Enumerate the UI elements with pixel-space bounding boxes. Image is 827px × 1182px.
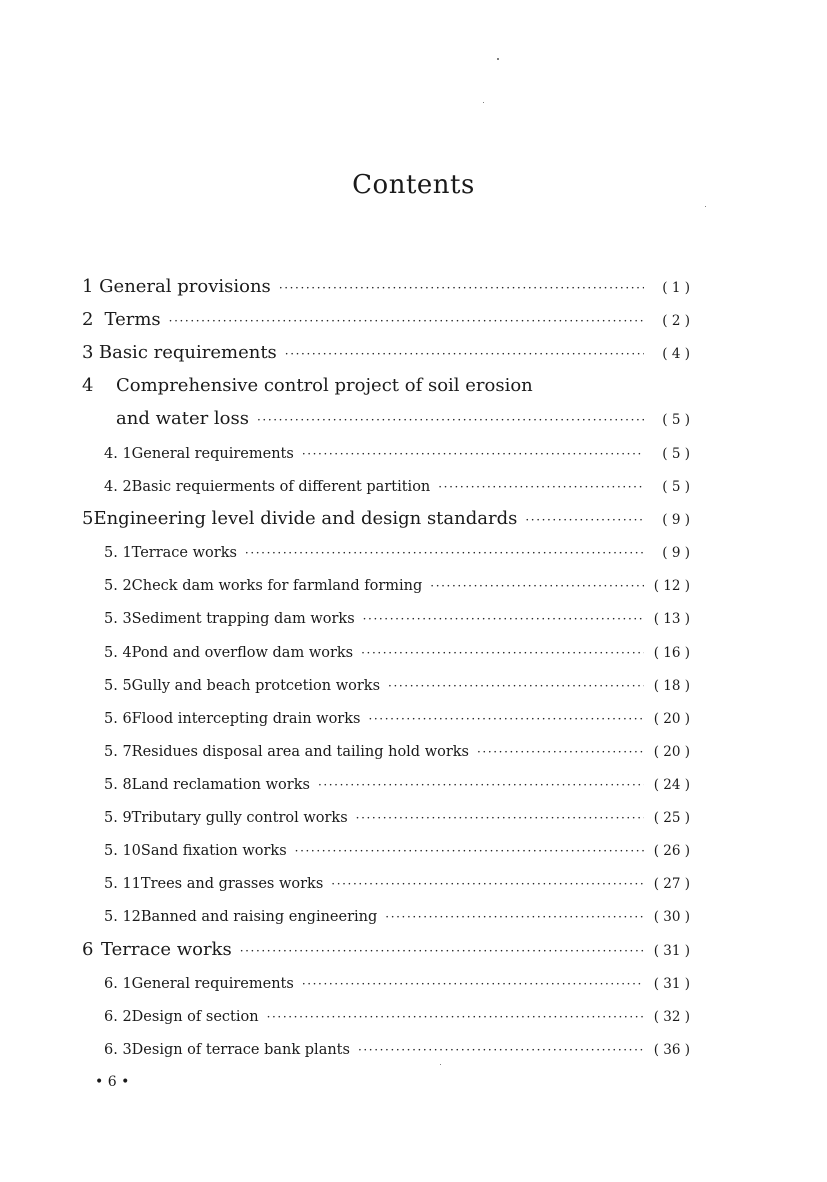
toc-page: ( 12 )	[653, 578, 690, 594]
toc-entry[interactable]	[82, 342, 690, 363]
toc-page: ( 20 )	[653, 711, 690, 727]
toc-page: ( 18 )	[653, 678, 690, 694]
scan-speck	[440, 1064, 441, 1065]
toc-subentry[interactable]	[104, 1009, 690, 1025]
scan-speck	[705, 206, 706, 207]
toc-number: 6	[82, 939, 94, 960]
dot-leader	[169, 314, 644, 328]
toc-title: Terms	[104, 309, 161, 330]
dot-leader	[279, 281, 644, 295]
toc-subentry[interactable]	[104, 446, 690, 462]
toc-subentry[interactable]	[104, 645, 690, 661]
toc-page: ( 24 )	[653, 777, 690, 793]
dot-leader	[361, 646, 644, 660]
toc-number: 5. 4	[104, 645, 132, 661]
toc-page: ( 36 )	[653, 1042, 690, 1058]
toc-title: Residues disposal area and tailing hold works	[131, 744, 470, 760]
toc-subentry[interactable]	[104, 843, 690, 859]
toc-entry[interactable]	[82, 309, 690, 330]
toc-number: 5. 7	[104, 744, 132, 760]
toc-number: 3	[82, 342, 94, 363]
dot-leader	[285, 347, 644, 361]
toc-subentry[interactable]	[104, 744, 690, 760]
dot-leader	[302, 977, 644, 991]
toc-subentry[interactable]	[104, 611, 690, 627]
toc-entry[interactable]	[82, 276, 690, 297]
toc-title: Terrace works	[101, 939, 232, 960]
dot-leader	[358, 1043, 644, 1057]
toc-page: ( 4 )	[662, 346, 690, 362]
toc-number: 5. 9	[104, 810, 132, 826]
toc-number: 5. 8	[104, 777, 132, 793]
dot-leader	[331, 877, 644, 891]
toc-title: General provisions	[99, 276, 271, 297]
dot-leader	[318, 778, 644, 792]
toc-title: Sediment trapping dam works	[131, 611, 355, 627]
dot-leader	[245, 546, 644, 560]
toc-number: 4. 1	[104, 446, 132, 462]
toc-title: Basic requierments of different partition	[131, 479, 431, 495]
dot-leader	[356, 811, 644, 825]
toc-page: ( 2 )	[662, 313, 690, 329]
toc-page: ( 5 )	[662, 446, 690, 462]
toc-page: ( 31 )	[653, 976, 690, 992]
toc-title: Engineering level divide and design standards	[93, 508, 518, 529]
scan-speck	[497, 58, 499, 60]
toc-page: ( 1 )	[662, 280, 690, 296]
toc-subentry[interactable]	[104, 909, 690, 925]
toc-title: Banned and raising engineering	[140, 909, 378, 925]
toc-number: 5	[82, 508, 94, 529]
toc-page: ( 9 )	[662, 545, 690, 561]
toc-number: 5. 5	[104, 678, 132, 694]
toc-page: ( 26 )	[653, 843, 690, 859]
toc-subentry[interactable]	[104, 976, 690, 992]
dot-leader	[477, 745, 644, 759]
dot-leader	[267, 1010, 644, 1024]
toc-title: Terrace works	[131, 545, 237, 561]
dot-leader	[525, 513, 644, 527]
toc-subentry[interactable]	[104, 479, 690, 495]
dot-leader	[385, 910, 644, 924]
toc-number: 5. 1	[104, 545, 132, 561]
toc-page: ( 32 )	[653, 1009, 690, 1025]
toc-number: 4	[82, 375, 94, 396]
toc-title-continued: and water loss	[116, 408, 249, 429]
toc-title: General requirements	[131, 446, 294, 462]
toc-number: 6. 1	[104, 976, 132, 992]
toc-number: 5. 6	[104, 711, 132, 727]
dot-leader	[240, 944, 644, 958]
dot-leader	[257, 413, 644, 427]
toc-title: Comprehensive control project of soil erosion	[116, 375, 533, 396]
page-number: • 6 •	[95, 1074, 130, 1090]
toc-subentry[interactable]	[104, 810, 690, 826]
toc-entry[interactable]	[82, 508, 690, 529]
dot-leader	[438, 480, 644, 494]
toc-number: 1	[82, 276, 94, 297]
toc-page: ( 9 )	[662, 512, 690, 528]
toc-title: Design of section	[131, 1009, 259, 1025]
toc-subentry[interactable]	[104, 711, 690, 727]
toc-number: 5. 11	[104, 876, 141, 892]
toc-subentry[interactable]	[104, 777, 690, 793]
toc-subentry[interactable]	[104, 1042, 690, 1058]
dot-leader	[363, 612, 644, 626]
dot-leader	[430, 579, 644, 593]
toc-title: Land reclamation works	[131, 777, 310, 793]
toc-entry-line-1[interactable]	[82, 375, 690, 396]
toc-title: Tributary gully control works	[131, 810, 348, 826]
toc-number: 6. 3	[104, 1042, 132, 1058]
toc-number: 2	[82, 309, 94, 330]
toc-title: Design of terrace bank plants	[131, 1042, 350, 1058]
toc-title: Flood intercepting drain works	[131, 711, 361, 727]
toc-title: Pond and overflow dam works	[131, 645, 354, 661]
toc-number: 5. 3	[104, 611, 132, 627]
toc-title: General requirements	[131, 976, 294, 992]
toc-page: ( 5 )	[662, 412, 690, 428]
dot-leader	[302, 447, 644, 461]
toc-page: ( 25 )	[653, 810, 690, 826]
scan-speck	[483, 102, 484, 103]
toc-subentry[interactable]	[104, 876, 690, 892]
toc-title: Check dam works for farmland forming	[131, 578, 423, 594]
toc-title: Trees and grasses works	[140, 876, 324, 892]
toc-page: ( 16 )	[653, 645, 690, 661]
toc-entry-line-2[interactable]	[116, 408, 690, 429]
toc-page: ( 13 )	[653, 611, 690, 627]
toc-subentry[interactable]	[104, 578, 690, 594]
page-title: Contents	[352, 170, 475, 200]
dot-leader	[388, 679, 644, 693]
toc-entry[interactable]	[82, 939, 690, 960]
dot-leader	[295, 844, 644, 858]
toc-page: ( 20 )	[653, 744, 690, 760]
dot-leader	[368, 712, 644, 726]
toc-page: ( 30 )	[653, 909, 690, 925]
toc-subentry[interactable]	[104, 545, 690, 561]
toc-title: Basic requirements	[98, 342, 277, 363]
toc-number: 5. 10	[104, 843, 141, 859]
toc-number: 5. 12	[104, 909, 141, 925]
toc-title: Sand fixation works	[140, 843, 287, 859]
toc-number: 4. 2	[104, 479, 132, 495]
toc-page: ( 31 )	[653, 943, 690, 959]
toc-page: ( 5 )	[662, 479, 690, 495]
toc-title: Gully and beach protcetion works	[131, 678, 381, 694]
toc-page: ( 27 )	[653, 876, 690, 892]
toc-subentry[interactable]	[104, 678, 690, 694]
toc-number: 6. 2	[104, 1009, 132, 1025]
toc-number: 5. 2	[104, 578, 132, 594]
